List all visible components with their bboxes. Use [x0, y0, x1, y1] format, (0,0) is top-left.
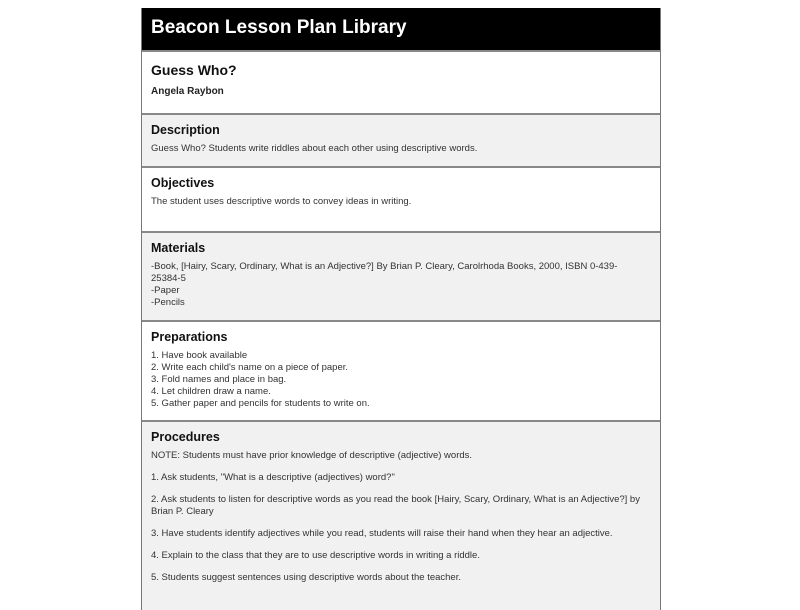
preparation-step: 4. Let children draw a name.	[151, 386, 271, 397]
procedures-section	[142, 420, 660, 610]
objectives-heading: Objectives	[151, 176, 215, 190]
lesson-title: Guess Who?	[151, 62, 237, 78]
procedure-step: 5. Students suggest sentences using descriptive words about the teacher.	[151, 572, 461, 583]
materials-section	[142, 231, 660, 320]
materials-item: -Paper	[151, 285, 180, 296]
preparations-heading: Preparations	[151, 330, 228, 344]
procedure-step: 4. Explain to the class that they are to use descriptive words in writing a riddle.	[151, 550, 480, 561]
procedures-heading: Procedures	[151, 430, 220, 444]
materials-item: -Book, [Hairy, Scary, Ordinary, What is an Adjective?] By Brian P. Cleary, Carolrhoda Books, 2000, ISBN 0-439-	[151, 261, 618, 272]
lesson-author: Angela Raybon	[151, 86, 224, 97]
description-text: Guess Who? Students write riddles about each other using descriptive words.	[151, 143, 478, 154]
description-heading: Description	[151, 123, 220, 137]
lesson-title-section	[142, 50, 660, 113]
preparation-step: 1. Have book available	[151, 350, 248, 361]
objectives-section	[142, 166, 660, 231]
materials-item: 25384-5	[151, 273, 186, 284]
procedure-step: 3. Have students identify adjectives while you read, students will raise their hand when they hear an adjective.	[151, 528, 613, 539]
preparation-step: 5. Gather paper and pencils for students to write on.	[151, 398, 370, 409]
procedure-step: 2. Ask students to listen for descriptive words as you read the book [Hairy, Scary, Ordinary, What is an Adjective?] by Brian P. Cleary	[151, 494, 640, 517]
procedure-step: 1. Ask students, "What is a descriptive (adjectives) word?"	[151, 472, 395, 483]
procedure-step: NOTE: Students must have prior knowledge of descriptive (adjective) words.	[151, 450, 473, 461]
lesson-plan-page	[141, 8, 661, 610]
materials-item: -Pencils	[151, 297, 185, 308]
objectives-text: The student uses descriptive words to convey ideas in writing.	[151, 196, 412, 207]
preparation-step: 2. Write each child's name on a piece of paper.	[151, 362, 349, 373]
materials-heading: Materials	[151, 241, 206, 255]
preparation-step: 3. Fold names and place in bag.	[151, 374, 287, 385]
site-header: Beacon Lesson Plan Library	[142, 8, 660, 50]
description-section	[142, 113, 660, 166]
preparations-section	[142, 320, 660, 420]
